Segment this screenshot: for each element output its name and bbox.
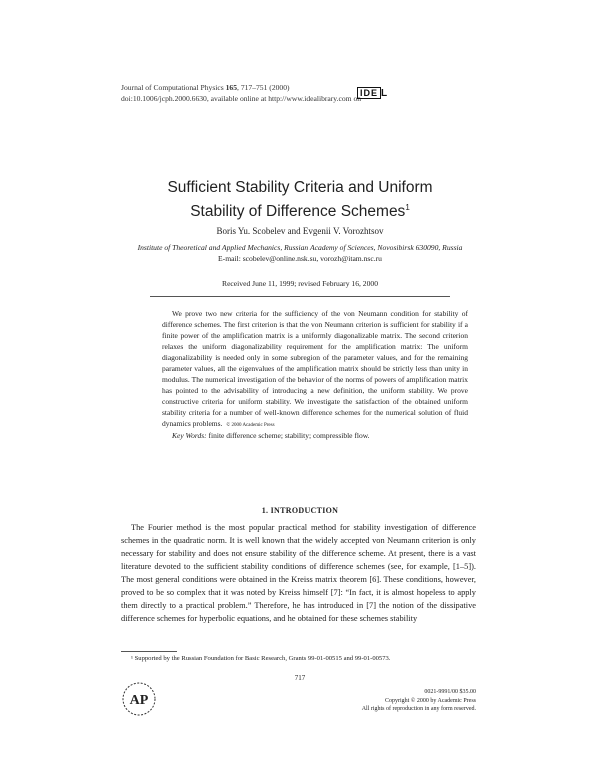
journal-volume: 165 bbox=[225, 83, 238, 92]
doi-line: doi:10.1006/jcph.2000.6630, available online at http://www.idealibrary.com on bbox=[121, 94, 362, 103]
affiliation: Institute of Theoretical and Applied Mechanics, Russian Academy of Sciences, Novosibirsk 630090, Russia bbox=[137, 243, 463, 252]
publisher-logo-icon bbox=[121, 681, 157, 717]
body-text bbox=[121, 521, 476, 625]
footnote-divider bbox=[121, 651, 177, 652]
keywords-label: Key Words: bbox=[172, 431, 207, 440]
rights-notice: 0021-9991/00 $35.00 Copyright © 2000 by Academic Press All rights of reproduction in any form reserved. bbox=[361, 689, 476, 712]
email: E-mail: scobelev@online.nsk.su, vorozh@itam.nsc.ru bbox=[218, 254, 382, 263]
title-footnote-mark: 1 bbox=[405, 203, 410, 212]
received-dates: Received June 11, 1999; revised February 16, 2000 bbox=[222, 279, 378, 288]
abstract-text: We prove two new criteria for the sufficiency of the von Neumann condition for stability of difference schemes. The first criterion is that the von Neumann criterion is sufficient for stability if a finite power of the amplification matrix is a uniformly diagonalizable matrix. The second criterion relaxes the uniform diagonalizability requirement for the amplification matrix: The uniform diagonalizability is needed only in some subregion of the parameter values, and for the remaining parameter values, all the eigenvalues of the amplification matrix should be strictly less than unity in modulus. The numerical investigation of the behavior of the norms of powers of amplification matrix has pointed to the advisability of introducing a new definition, the uniform stability. We prove constructive criteria for uniform stability. We investigate the satisfaction of the obtained uniform stability criteria for a number of well-known difference schemes for the numerical solution of fluid dynamics problems. bbox=[162, 309, 468, 429]
ideal-library-logo: IDE L bbox=[357, 87, 388, 99]
keywords-text: finite difference scheme; stability; compressible flow. bbox=[208, 431, 370, 440]
copyright-notice: © 2000 Academic Press bbox=[226, 423, 275, 429]
page-number: 717 bbox=[294, 674, 306, 682]
paper-title bbox=[0, 178, 600, 222]
svg-text:AP: AP bbox=[129, 693, 149, 708]
divider bbox=[150, 296, 450, 297]
abstract bbox=[162, 308, 468, 432]
keywords bbox=[162, 431, 370, 440]
authors: Boris Yu. Scobelev and Evgenii V. Vorozhtsov bbox=[216, 226, 384, 236]
title-line-1: Sufficient Stability Criteria and Uniform bbox=[167, 179, 433, 196]
journal-citation: Journal of Computational Physics 165, 717–751 (2000) bbox=[121, 83, 290, 92]
title-line-2: Stability of Difference Schemes$^1$ bbox=[190, 203, 410, 221]
section-heading: 1. INTRODUCTION bbox=[261, 506, 339, 515]
footnote: ¹ Supported by the Russian Foundation for Basic Research, Grants 99-01-00515 and 99-01-00573. bbox=[131, 655, 391, 662]
intro-paragraph: The Fourier method is the most popular practical method for stability investigation of difference schemes in the quadratic norm. It is well known that the widely accepted von Neumann criterion is only necessary for stability and does not ensure stability of the difference scheme. At present, there is a vast literature devoted to the sufficient stability conditions of difference schemes (see, for example, [1–5]). The most general conditions were obtained in the Kreiss matrix theorem [6]. These conditions, however, proved to be so complex that it was noted by Kreiss himself [7]: “In fact, it is almost hopeless to apply them directly to a practical problem.” Therefore, he has introduced in [7] the notion of the dissipative difference schemes for hyperbolic equations, and he obtained for these schemes stability bbox=[121, 523, 476, 623]
journal-header bbox=[121, 82, 361, 104]
